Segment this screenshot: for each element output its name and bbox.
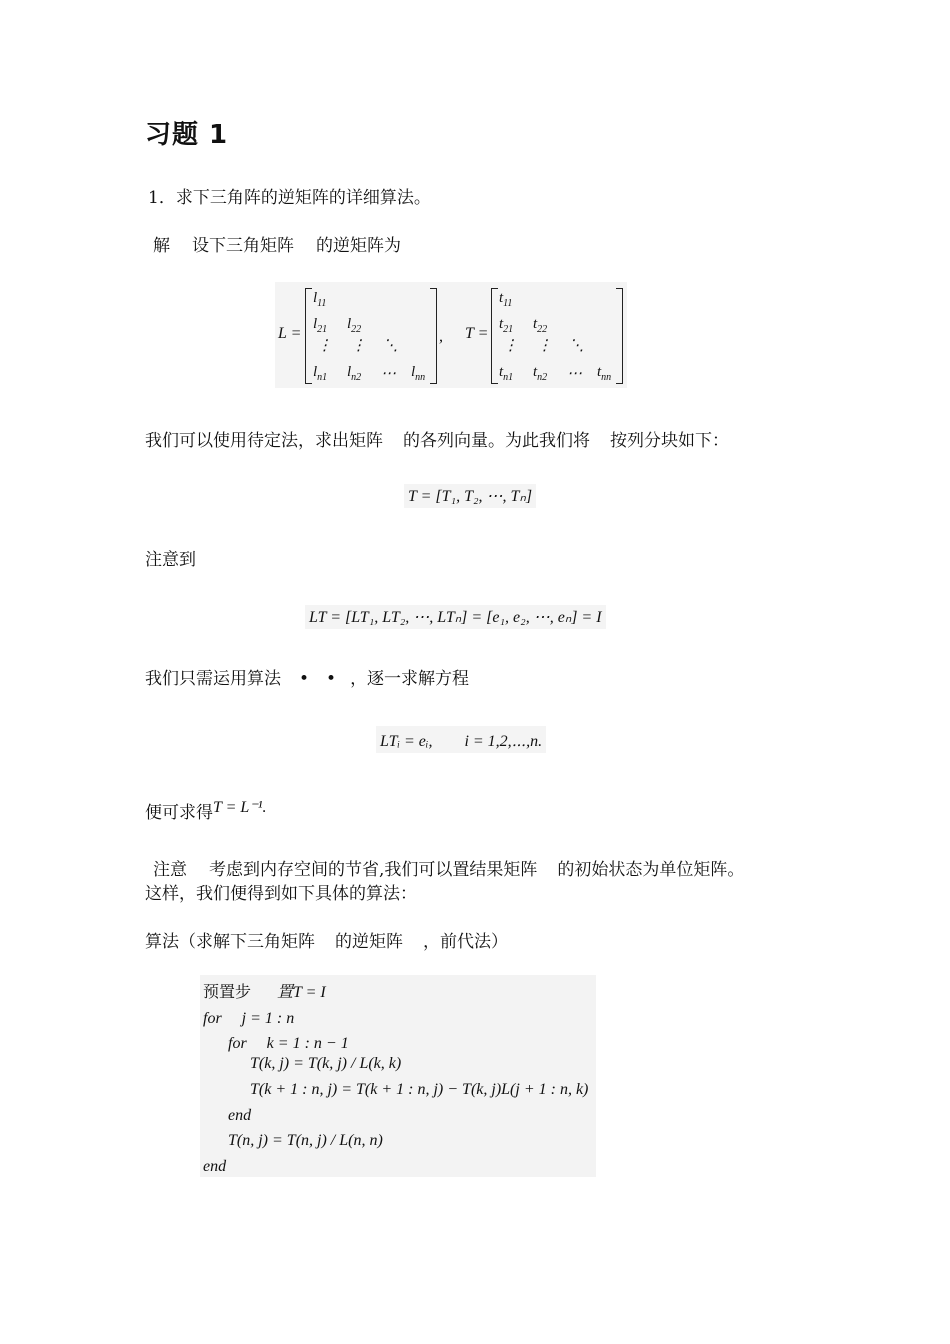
algorithm-title xyxy=(145,930,508,954)
solution-label: 解 xyxy=(153,236,170,256)
paragraph-3 xyxy=(145,801,267,826)
equation-T-partition: T = [T₁, T₂, ⋯, Tₙ] xyxy=(404,484,536,508)
algo-line-3: for k = 1 : n − 1 xyxy=(228,1035,349,1052)
note-text-c: 的初始状态为单位矩阵。 xyxy=(557,860,745,880)
note-line-2: 这样，我们便得到如下具体的算法： xyxy=(145,884,417,904)
matrix-equations: L = $l_{11}$ $l_{21}$ $l_{22}$ ⋮ ⋮ ⋱ $l_{n1}$ $l_{n2}$ ⋯ $l_{nn}$ , T = $t_{11}$ $t_{21}$ $t_{22}$ ⋮ ⋮ ⋱ $t_{n1}$ $t_{n2}$ ⋯ $t_{nn}$ xyxy=(275,282,627,388)
paragraph-2 xyxy=(145,667,469,691)
algo-preset-label: 预置步 xyxy=(203,982,252,1001)
solution-text-1: 设下三角矩阵 xyxy=(192,236,294,256)
note-to: 注意到 xyxy=(145,550,196,570)
algo-title-c: ，前代法） xyxy=(423,932,508,952)
algo-title-b: 的逆矩阵 xyxy=(335,932,403,952)
para3-text: 便可求得 xyxy=(145,803,213,823)
para1-text-a: 我们可以使用待定法，求出矩阵 xyxy=(145,431,383,451)
algorithm-box xyxy=(200,975,596,1177)
algo-line-2: for j = 1 : n xyxy=(203,1010,295,1027)
paragraph-1 xyxy=(145,429,729,453)
para2-text-a: 我们只需运用算法 xyxy=(145,669,281,689)
algo-line-8: end xyxy=(203,1158,227,1175)
solution-text-2: 的逆矩阵为 xyxy=(316,236,401,256)
note-label: 注意 xyxy=(153,860,187,880)
algo-preset-code: 置T = I xyxy=(277,984,326,1001)
para1-text-b: 的各列向量。为此我们将 xyxy=(403,431,590,451)
matrix-T: $t_{11}$ $t_{21}$ $t_{22}$ ⋮ ⋮ ⋱ $t_{n1}$ $t_{n2}$ ⋯ $t_{nn}$ xyxy=(491,288,623,384)
problem-statement: 1．求下三角阵的逆矩阵的详细算法。 xyxy=(148,188,431,208)
solution-intro xyxy=(153,234,401,258)
matrix-L: $l_{11}$ $l_{21}$ $l_{22}$ ⋮ ⋮ ⋱ $l_{n1}$ $l_{n2}$ ⋯ $l_{nn}$ xyxy=(305,288,437,384)
note-paragraph xyxy=(153,858,744,882)
note-text-b: 考虑到内存空间的节省,我们可以置结果矩阵 xyxy=(209,860,538,880)
algo-line-6: end xyxy=(228,1107,252,1124)
page-title: 习题 1 xyxy=(145,120,229,150)
algo-title-a: 算法（求解下三角矩阵 xyxy=(145,932,315,952)
algo-line-1 xyxy=(203,979,326,1002)
matrix-L-label: L = xyxy=(278,325,302,342)
para2-dots: • • xyxy=(299,669,337,689)
equation-result: T = L⁻¹. xyxy=(213,799,267,816)
para2-text-b: ，逐一求解方程 xyxy=(350,669,470,689)
matrix-T-label: T = xyxy=(465,325,489,342)
algo-line-5: T(k + 1 : n, j) = T(k + 1 : n, j) − T(k, j)L(j + 1 : n, k) xyxy=(250,1081,589,1098)
algo-line-4: T(k, j) = T(k, j) / L(k, k) xyxy=(250,1055,402,1072)
equation-LT: LT = [LT₁, LT₂, ⋯, LTₙ] = [e₁, e₂, ⋯, eₙ] = I xyxy=(305,605,606,629)
algo-line-7: T(n, j) = T(n, j) / L(n, n) xyxy=(228,1132,383,1149)
para1-text-c: 按列分块如下： xyxy=(610,431,729,451)
equation-solve: LTᵢ = eᵢ, i = 1,2,⋯,n. xyxy=(376,726,546,753)
